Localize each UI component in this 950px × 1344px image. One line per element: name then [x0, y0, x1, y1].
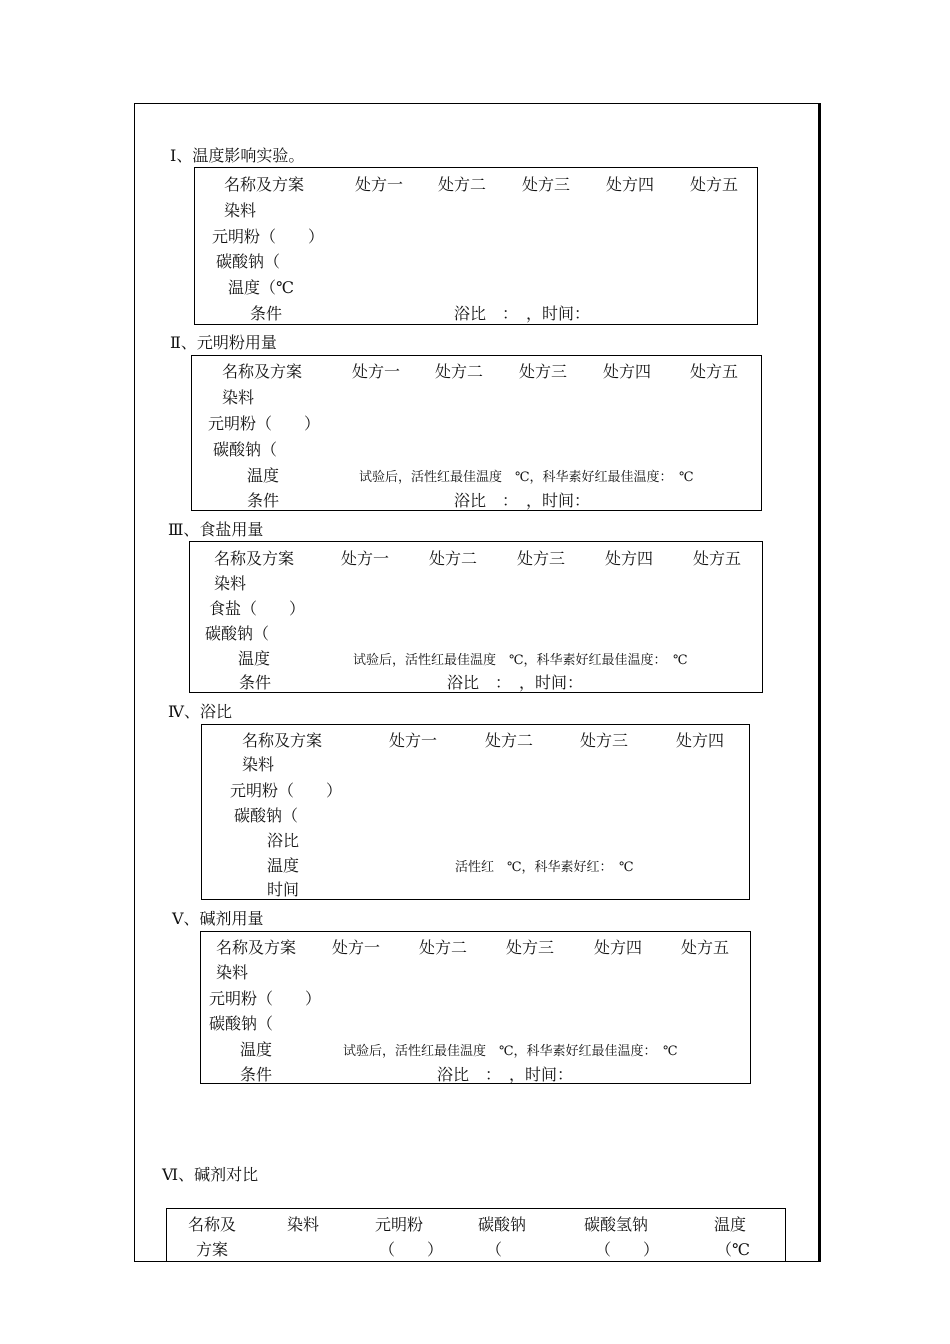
section-2-title: Ⅱ、元明粉用量	[170, 333, 277, 352]
s5-row-dye: 染料	[216, 963, 249, 982]
s2-header-rx4: 处方四	[603, 362, 652, 381]
s3-row-sodium-carbonate: 碳酸钠（	[205, 624, 270, 643]
s4-row-sodium-carbonate: 碳酸钠（	[234, 806, 299, 825]
s4-row-temperature: 温度	[267, 856, 300, 875]
s6-header-name: 名称及	[188, 1215, 237, 1234]
section-6-table	[166, 1208, 786, 1262]
s1-header-rx1: 处方一	[355, 175, 404, 194]
s1-row-dye: 染料	[224, 201, 257, 220]
s3-row-conditions: 条件	[239, 673, 272, 692]
s3-header-rx5: 处方五	[693, 549, 742, 568]
s1-header-rx5: 处方五	[690, 175, 739, 194]
s2-header-name: 名称及方案	[222, 362, 303, 381]
s3-header-rx4: 处方四	[605, 549, 654, 568]
s1-row-conditions: 条件	[250, 304, 283, 323]
s2-row-temperature: 温度	[247, 466, 280, 485]
s4-header-rx3: 处方三	[580, 731, 629, 750]
s2-row-dye: 染料	[222, 388, 255, 407]
s5-row-temperature: 温度	[240, 1040, 273, 1059]
s5-bath-ratio: 浴比 ： ，时间：	[437, 1065, 574, 1084]
s2-row-sodium-carbonate: 碳酸钠（	[213, 440, 278, 459]
s1-header-rx2: 处方二	[438, 175, 487, 194]
s4-result-note: 活性红 ℃，科华素好红： ℃	[455, 860, 634, 875]
s5-row-sodium-sulfate: 元明粉（ ）	[209, 989, 322, 1008]
section-4-title: Ⅳ、浴比	[168, 702, 232, 721]
s2-bath-ratio: 浴比 ： ，时间：	[454, 491, 591, 510]
s5-row-conditions: 条件	[240, 1065, 273, 1084]
s6-sub-sodium-bicarbonate-unit: （ ）	[595, 1240, 660, 1259]
s2-header-rx2: 处方二	[435, 362, 484, 381]
s4-header-rx2: 处方二	[485, 731, 534, 750]
s3-header-rx2: 处方二	[429, 549, 478, 568]
s5-result-note: 试验后，活性红最佳温度 ℃，科华素好红最佳温度： ℃	[343, 1044, 678, 1059]
s1-header-name: 名称及方案	[224, 175, 305, 194]
s2-result-note: 试验后，活性红最佳温度 ℃，科华素好红最佳温度： ℃	[359, 470, 694, 485]
s6-header-dye: 染料	[287, 1215, 320, 1234]
section-5-title: Ⅴ、碱剂用量	[172, 909, 264, 928]
s5-header-rx3: 处方三	[506, 938, 555, 957]
s5-row-sodium-carbonate: 碳酸钠（	[209, 1014, 274, 1033]
s1-row-sodium-carbonate: 碳酸钠（	[216, 252, 281, 271]
s4-row-sodium-sulfate: 元明粉（ ）	[230, 781, 343, 800]
s6-header-sodium-bicarbonate: 碳酸氢钠	[584, 1215, 649, 1234]
s6-header-sodium-sulfate: 元明粉	[375, 1215, 424, 1234]
s4-header-rx4: 处方四	[676, 731, 725, 750]
s3-row-dye: 染料	[214, 574, 247, 593]
s1-bath-ratio: 浴比 ： ，时间：	[454, 304, 591, 323]
s2-row-sodium-sulfate: 元明粉（ ）	[208, 414, 321, 433]
section-3-title: Ⅲ、食盐用量	[168, 520, 264, 539]
s4-header-name: 名称及方案	[242, 731, 323, 750]
s6-sub-temperature-unit: （℃	[716, 1240, 750, 1259]
s1-row-temperature: 温度（℃	[228, 278, 294, 297]
section-6-title: Ⅵ、碱剂对比	[162, 1165, 259, 1184]
s5-header-name: 名称及方案	[216, 938, 297, 957]
s1-header-rx3: 处方三	[522, 175, 571, 194]
s3-header-rx1: 处方一	[341, 549, 390, 568]
s5-header-rx4: 处方四	[594, 938, 643, 957]
s6-sub-sodium-carbonate-unit: （	[486, 1240, 503, 1259]
s1-row-sodium-sulfate: 元明粉（ ）	[212, 227, 325, 246]
s2-row-conditions: 条件	[247, 491, 280, 510]
s6-sub-plan: 方案	[196, 1240, 229, 1259]
s5-header-rx1: 处方一	[332, 938, 381, 957]
s3-result-note: 试验后，活性红最佳温度 ℃，科华素好红最佳温度： ℃	[353, 653, 688, 668]
s3-row-temperature: 温度	[238, 649, 271, 668]
section-1-title: Ⅰ、温度影响实验。	[170, 146, 305, 165]
s4-header-rx1: 处方一	[389, 731, 438, 750]
s6-header-temperature: 温度	[714, 1215, 747, 1234]
s3-bath-ratio: 浴比 ： ，时间：	[447, 673, 584, 692]
s4-row-time: 时间	[267, 880, 300, 899]
s6-sub-sodium-sulfate-unit: （ ）	[379, 1240, 444, 1259]
s4-row-bath-ratio: 浴比	[267, 831, 300, 850]
s2-header-rx3: 处方三	[519, 362, 568, 381]
s1-header-rx4: 处方四	[606, 175, 655, 194]
s5-header-rx5: 处方五	[681, 938, 730, 957]
s6-header-sodium-carbonate: 碳酸钠	[478, 1215, 527, 1234]
s2-header-rx1: 处方一	[352, 362, 401, 381]
s3-row-salt: 食盐（ ）	[209, 599, 306, 618]
s4-row-dye: 染料	[242, 755, 275, 774]
s2-header-rx5: 处方五	[690, 362, 739, 381]
s3-header-name: 名称及方案	[214, 549, 295, 568]
s5-header-rx2: 处方二	[419, 938, 468, 957]
s3-header-rx3: 处方三	[517, 549, 566, 568]
